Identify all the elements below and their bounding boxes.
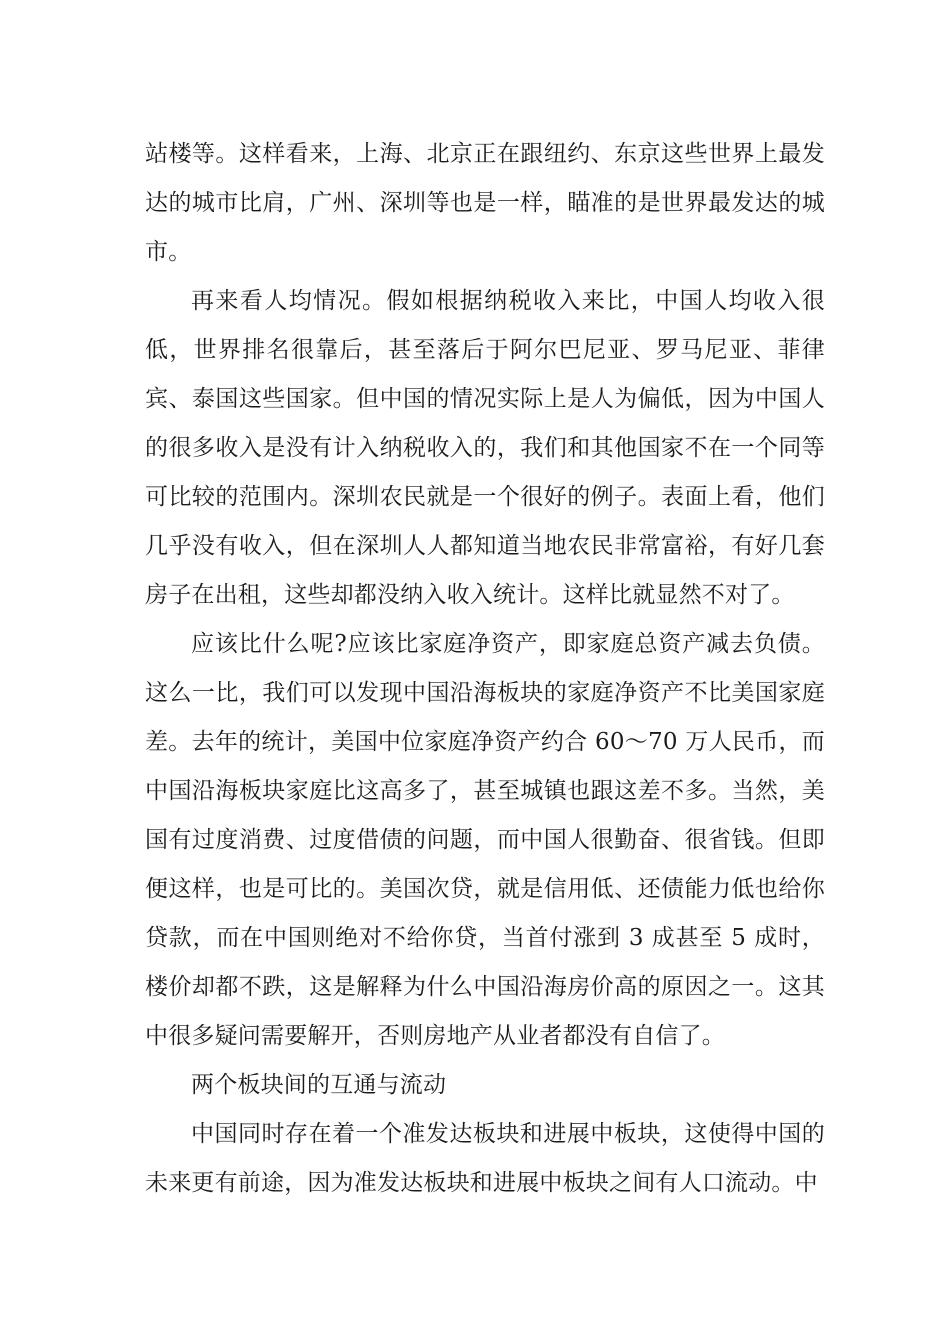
section-heading: 两个板块间的互通与流动 (191, 1072, 447, 1098)
paragraph-net-assets: 应该比什么呢?应该比家庭净资产，即家庭总资产减去负债。这么一比，我们可以发现中国沿海板块的家庭净资产不比美国家庭差。去年的统计，美国中位家庭净资产约合 60～70 万人民币，而中国沿海板块家庭比这高多了，甚至城镇也跟这差不多。当然，美国有过度消费、过度借债的问题，而中国人很勤奋、很省钱。但即便这样，也是可比的。美国次贷，就是信用低、还债能力低也给你贷款，而在中国则绝对不给你贷，当首付涨到 3 成甚至 5 成时，楼价却都不跌，这是解释为什么中国沿海房价高的原因之一。这其中很多疑问需要解开，否则房地产从业者都没有自信了。 (145, 631, 825, 1049)
paragraph-per-capita: 再来看人均情况。假如根据纳税收入来比，中国人均收入很低，世界排名很靠后，甚至落后于阿尔巴尼亚、罗马尼亚、菲律宾、泰国这些国家。但中国的情况实际上是人为偏低，因为中国人的很多收入是没有计入纳税收入的，我们和其他国家不在一个同等可比较的范围内。深圳农民就是一个很好的例子。表面上看，他们几乎没有收入，但在深圳人人都知道当地农民非常富裕，有好几套房子在出租，这些却都没纳入收入统计。这样比就显然不对了。 (145, 288, 825, 608)
document-body (145, 130, 825, 1208)
paragraph-two-sectors: 中国同时存在着一个准发达板块和进展中板块，这使得中国的未来更有前途，因为准发达板块和进展中板块之间有人口流动。中 (145, 1121, 825, 1196)
paragraph-continuation: 站楼等。这样看来，上海、北京正在跟纽约、东京这些世界上最发达的城市比肩，广州、深圳等也是一样，瞄准的是世界最发达的城市。 (145, 141, 825, 265)
